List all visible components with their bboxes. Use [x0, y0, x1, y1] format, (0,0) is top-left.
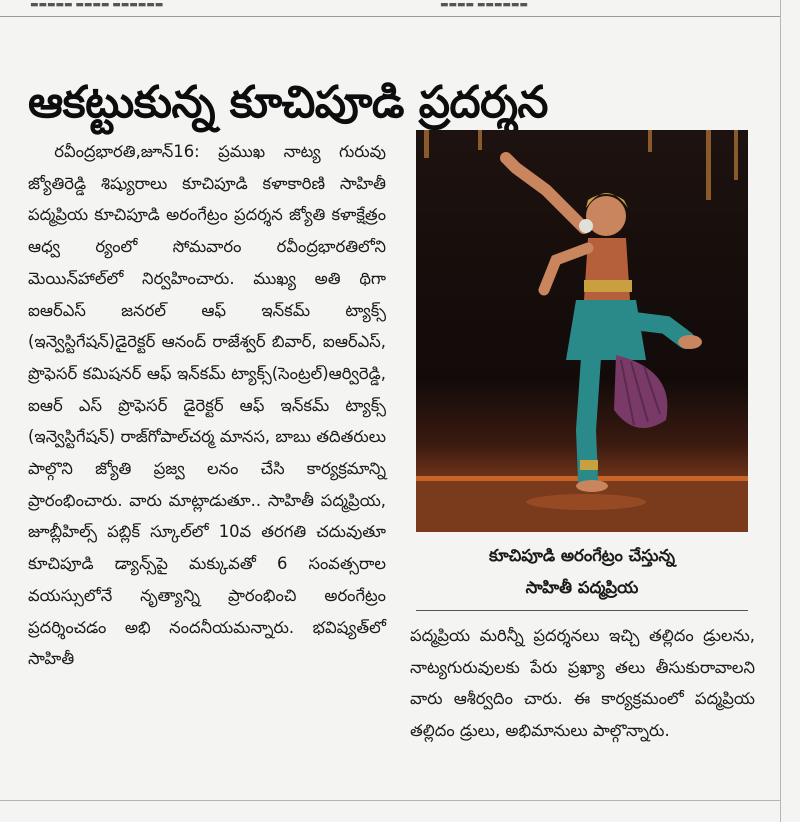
ankle-bells	[580, 460, 598, 470]
article-body-text: రవీంద్రభారతి,జూన్16: ప్రముఖ నాట్య గురువు జ్యోతిరెడ్డి శిష్యురాలు కూచిపూడి కళాకారిణి సాహితీ పద్మప్రియ కూచిపూడి అరంగేట్రం ప్రదర్శన జ్యోతి కళాక్షేత్రం ఆధ్వ ర్యంలో సోమవారం రవీంద్రభారతిలోని మెయిన్‌హాల్‌లో నిర్వహించారు. ముఖ్య అతి థిగా ఐఆర్ఎస్ జనరల్ ఆఫ్ ఇన్‌కమ్ ట్యాక్స్ (ఇన్వెస్టిగేషన్)డైరెక్టర్ ఆనంద్ రాజేశ్వర్ బివార్, ఐఆర్ఎస్, ప్రొఫెసర్ కమిషనర్ ఆఫ్ ఇన్‌కమ్ ట్యాక్స్(సెంట్రల్)ఆర్విరెడ్డి, ఐఆర్ ఎస్ ప్రొఫెసర్ డైరెక్టర్ ఆఫ్ ఇన్‌కమ్ ట్యాక్స్ (ఇన్వెస్టిగేషన్) రాజ్‌గోపాల్‌చర్మ మానస, బాబు తదితరులు పాల్గొని జ్యోతి ప్రజ్వ లనం చేసి కార్యక్రమాన్ని ప్రారంభించారు. వారు మాట్లాడుతూ.. సాహితీ పద్మప్రియ, జూబ్లీహిల్స్ పబ్లిక్ స్కూల్‌లో 10వ తరగతి చదువుతూ కూచిపూడి డ్యాన్స్‌పై మక్కువతో 6 సంవత్సరాల వయస్సులోనే నృత్యాన్ని ప్రారంభించి అరంగేట్రం ప్రదర్శించడం అభి నందనీయమన్నారు. భవిష్యత్‌లో సాహితీ	[28, 142, 386, 669]
waist-ornament	[584, 280, 632, 292]
headline: ఆకట్టుకున్న కూచిపూడి ప్రదర్శన	[28, 77, 548, 129]
dancer-illustration	[416, 130, 748, 532]
previous-article-strip: ▬▬▬▬▬ ▬▬▬▬ ▬▬▬▬▬▬ ▬▬▬▬ ▬▬▬▬▬▬	[0, 0, 780, 17]
article-body-left-column	[28, 136, 386, 675]
standing-foot	[576, 480, 608, 492]
hair-flowers	[579, 219, 593, 233]
article-body-right-column	[410, 620, 755, 747]
raised-hand	[500, 152, 512, 164]
front-arm	[544, 248, 588, 290]
hanging-lamps	[424, 130, 738, 200]
caption-line-1: కూచిపూడి అరంగేట్రం చేస్తున్న	[489, 546, 675, 565]
caption-line-2: సాహితీ పద్మప్రియ	[525, 578, 639, 597]
dancer-photo	[416, 130, 748, 532]
raised-foot	[678, 335, 702, 349]
raised-arm	[508, 160, 584, 228]
column-divider-rule	[780, 0, 781, 822]
floor-reflection	[526, 494, 646, 510]
article-body-continuation: పద్మప్రియ మరిన్నీ ప్రదర్శనలు ఇచ్చి తల్లిదం డ్రులను, నాట్యగురువులకు పేరు ప్రఖ్యా తలు తీసుకురావాలని వారు ఆశీర్వదిం చారు. ఈ కార్యక్రమంలో పద్మప్రియ తల్లిదం డ్రులు, అభిమానులు పాల్గొన్నారు.	[410, 626, 755, 741]
caption-rule	[416, 610, 748, 611]
bottom-border-rule	[0, 800, 780, 801]
photo-caption	[416, 540, 748, 604]
dancer-head	[586, 196, 626, 236]
